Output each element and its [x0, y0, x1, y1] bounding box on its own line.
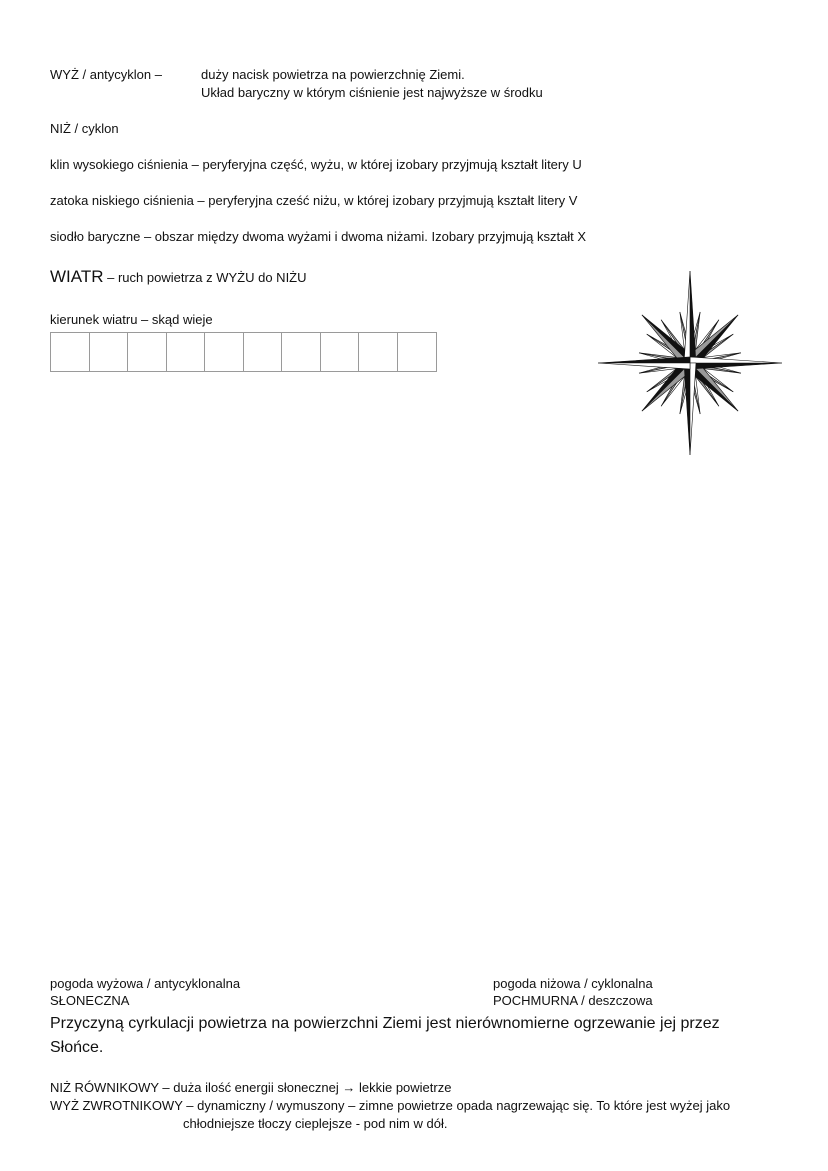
- niz-term: NIŻ / cyklon: [50, 121, 119, 136]
- przyczyna-statement: Przyczyną cyrkulacji powietrza na powierzchni Ziemi jest nierównomierne ogrzewanie jej przez Słońce.: [50, 1015, 720, 1056]
- rose-cardinal-spike: [598, 357, 690, 369]
- grid-cell: [321, 333, 360, 371]
- pogoda-wyzowa-value: SŁONECZNA: [50, 993, 130, 1008]
- grid-cell: [167, 333, 206, 371]
- wiatr-description: – ruch powietrza z WYŻU do NIŻU: [103, 270, 307, 285]
- grid-cell: [282, 333, 321, 371]
- wyz-term: WYŻ / antycyklon –: [50, 67, 162, 82]
- pogoda-wyzowa-label: pogoda wyżowa / antycyklonalna: [50, 976, 241, 991]
- wyz-zwrotnikowy-line1: WYŻ ZWROTNIKOWY – dynamiczny / wymuszony – zimne powietrze opada nagrzewając się. To które jest wyżej jako: [50, 1098, 731, 1113]
- rose-cardinal-spike: [690, 357, 782, 369]
- wyz-definition-line2: Układ baryczny w którym ciśnienie jest najwyższe w środku: [201, 85, 543, 100]
- siodlo-definition: siodło baryczne – obszar między dwoma wyżami i dwoma niżami. Izobary przyjmują kształt X: [50, 229, 587, 244]
- klin-definition: klin wysokiego ciśnienia – peryferyjna część, wyżu, w której izobary przyjmują kształt litery U: [50, 157, 582, 172]
- kierunek-label: kierunek wiatru – skąd wieje: [50, 312, 213, 327]
- grid-cell: [244, 333, 283, 371]
- niz-rownikowy: NIŻ RÓWNIKOWY – duża ilość energii słonecznej → lekkie powietrze: [50, 1080, 452, 1095]
- grid-cell: [90, 333, 129, 371]
- pogoda-nizowa-value: POCHMURNA / deszczowa: [493, 993, 653, 1008]
- pogoda-nizowa-label: pogoda niżowa / cyklonalna: [493, 976, 653, 991]
- grid-cell: [205, 333, 244, 371]
- rose-cardinal-spike: [684, 363, 696, 455]
- rose-cardinal-spike: [684, 271, 696, 363]
- wyz-zwrotnikowy-line2: chłodniejsze tłoczy cieplejsze - pod nim w dół.: [183, 1116, 448, 1131]
- zatoka-definition: zatoka niskiego ciśnienia – peryferyjna cześć niżu, w której izobary przyjmują kształt litery V: [50, 193, 578, 208]
- wyz-definition-line1: duży nacisk powietrza na powierzchnię Ziemi.: [201, 67, 465, 82]
- wind-direction-grid: [50, 332, 437, 372]
- grid-cell: [398, 333, 437, 371]
- grid-cell: [128, 333, 167, 371]
- wiatr-definition: [50, 266, 307, 289]
- wiatr-heading: WIATR: [50, 267, 104, 286]
- grid-cell: [51, 333, 90, 371]
- compass-rose-icon: [595, 268, 785, 458]
- grid-cell: [359, 333, 398, 371]
